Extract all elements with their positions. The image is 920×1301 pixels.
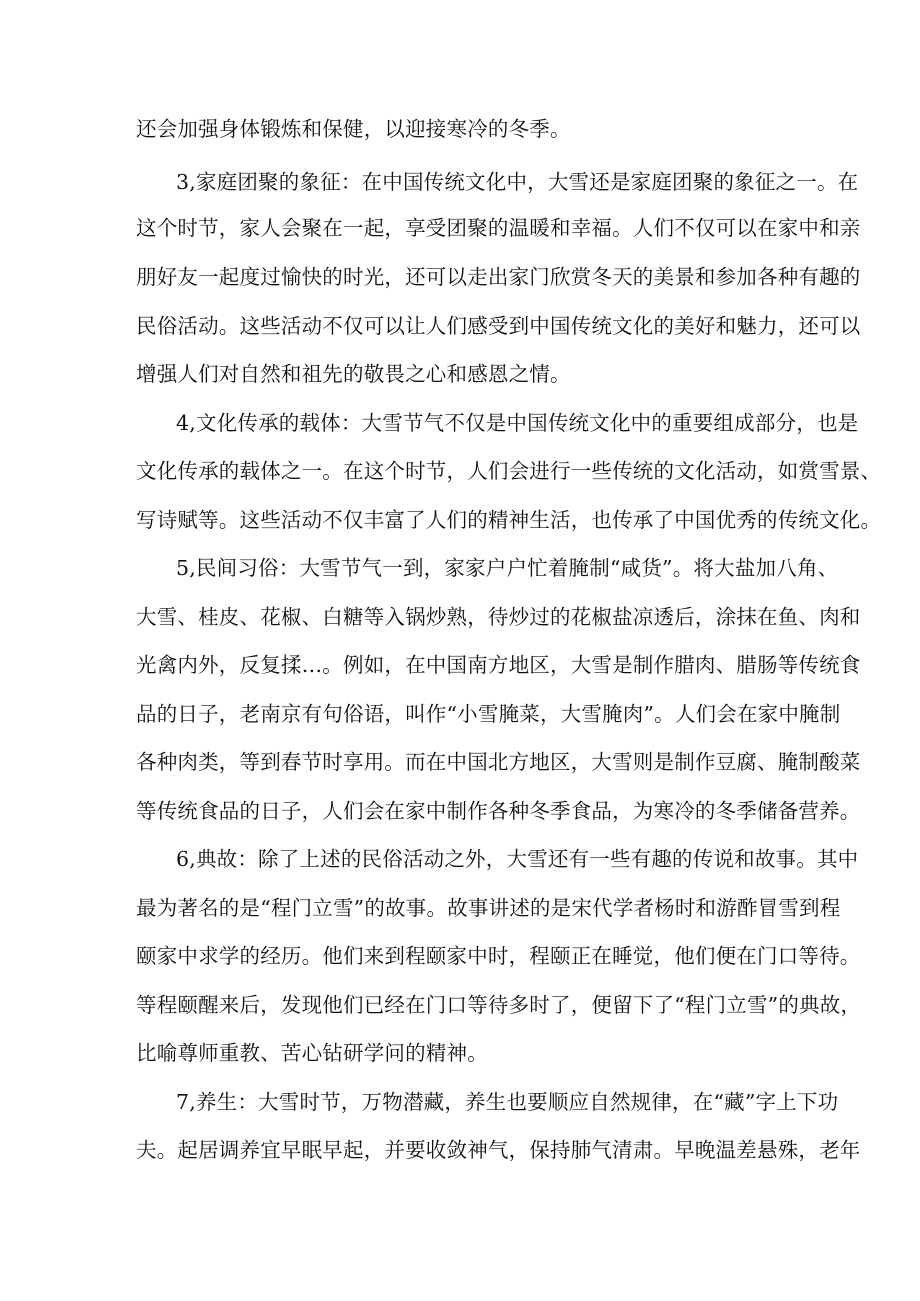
text-line: 各种肉类，等到春节时享用。而在中国北方地区，大雪则是制作豆腐、腌制酸菜 <box>136 750 861 774</box>
paragraph-first-line: 5,民间习俗：大雪节气一到，家家户户忙着腌制“咸货”。将大盐加八角、 <box>176 556 839 580</box>
text-line: 品的日子，老南京有句俗语，叫作“小雪腌菜，大雪腌肉”。人们会在家中腌制 <box>136 702 841 726</box>
text-line: 朋好友一起度过愉快的时光，还可以走出家门欣赏冬天的美景和参加各种有趣的 <box>136 265 861 289</box>
paragraph-first-line: 6,典故：除了上述的民俗活动之外，大雪还有一些有趣的传说和故事。其中 <box>176 847 859 871</box>
text-line: 还会加强身体锻炼和保健，以迎接寒冷的冬季。 <box>136 117 571 141</box>
paragraph-first-line: 4,文化传承的载体：大雪节气不仅是中国传统文化中的重要组成部分，也是 <box>176 411 859 435</box>
paragraph-first-line: 7,养生：大雪时节，万物潜藏，养生也要顺应自然规律，在“藏”字上下功 <box>176 1090 839 1114</box>
text-line: 文化传承的载体之一。在这个时节，人们会进行一些传统的文化活动，如赏雪景、 <box>136 459 882 483</box>
paragraph-first-line: 3,家庭团聚的象征：在中国传统文化中，大雪还是家庭团聚的象征之一。在 <box>176 170 859 194</box>
text-line: 光禽内外，反复揉…。例如，在中国南方地区，大雪是制作腊肉、腊肠等传统食 <box>136 653 861 677</box>
text-line: 夫。起居调养宜早眠早起，并要收敛神气，保持肺气清肃。早晚温差悬殊，老年 <box>136 1138 861 1162</box>
text-line: 增强人们对自然和祖先的敬畏之心和感恩之情。 <box>136 362 571 386</box>
text-line: 这个时节，家人会聚在一起，享受团聚的温暖和幸福。人们不仅可以在家中和亲 <box>136 216 861 240</box>
text-line: 等程颐醒来后，发现他们已经在门口等待多时了，便留下了“程门立雪”的典故， <box>136 993 862 1017</box>
text-line: 最为著名的是“程门立雪”的故事。故事讲述的是宋代学者杨时和游酢冒雪到程 <box>136 896 841 920</box>
text-line: 民俗活动。这些活动不仅可以让人们感受到中国传统文化的美好和魅力，还可以 <box>136 314 861 338</box>
text-line: 颐家中求学的经历。他们来到程颐家中时，程颐正在睡觉，他们便在门口等待。 <box>136 944 861 968</box>
text-line: 写诗赋等。这些活动不仅丰富了人们的精神生活，也传承了中国优秀的传统文化。 <box>136 508 882 532</box>
text-line: 等传统食品的日子，人们会在家中制作各种冬季食品，为寒冷的冬季储备营养。 <box>136 799 861 823</box>
text-line: 大雪、桂皮、花椒、白糖等入锅炒熟，待炒过的花椒盐凉透后，涂抹在鱼、肉和 <box>136 605 861 629</box>
text-line: 比喻尊师重教、苦心钻研学问的精神。 <box>136 1041 488 1065</box>
